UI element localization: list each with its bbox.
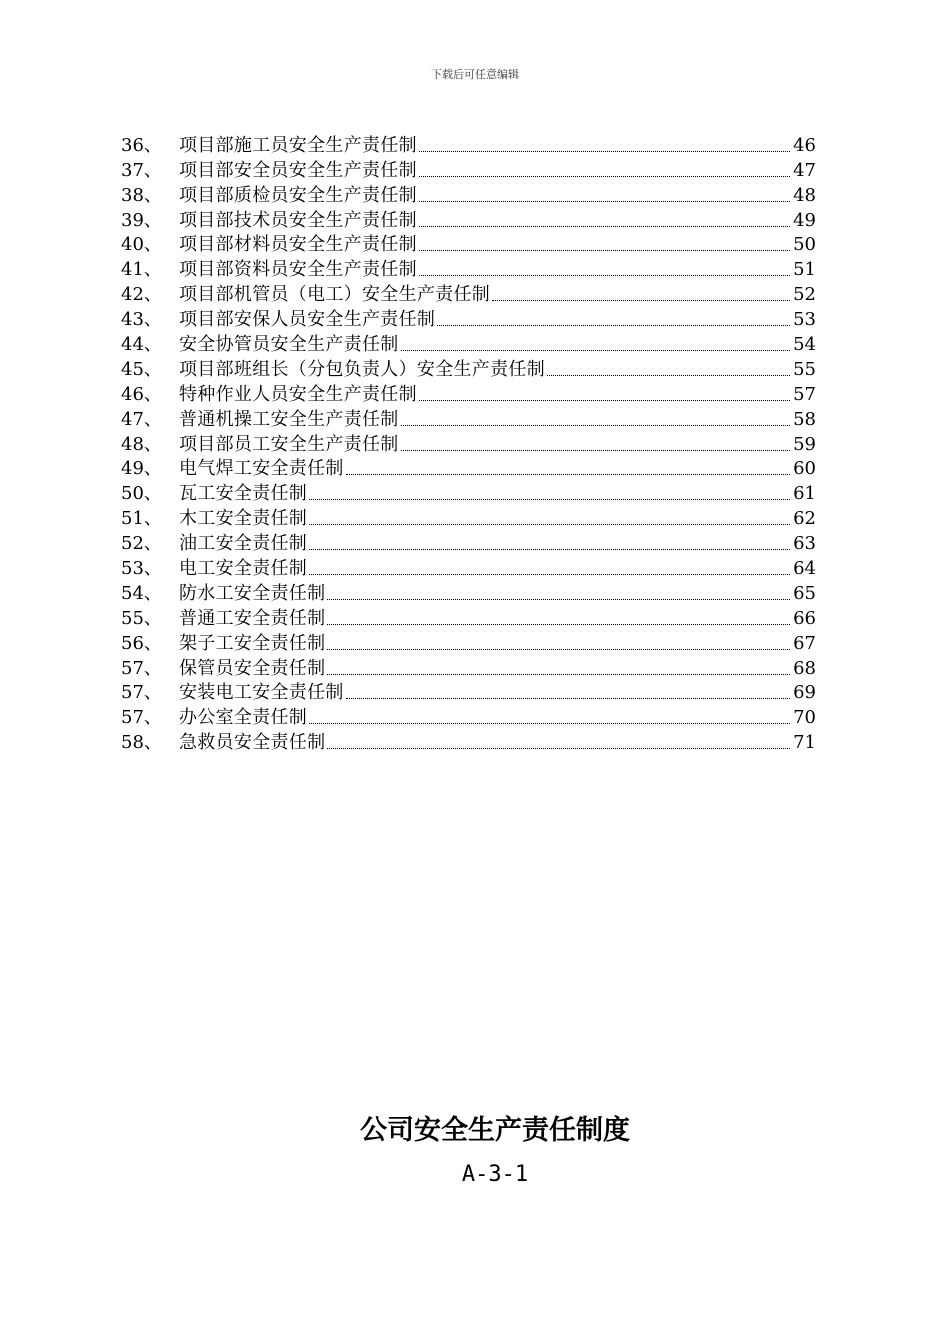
toc-dot-leader [401,425,790,426]
toc-entry[interactable] [121,306,816,331]
toc-entry-number: 58、 [121,732,162,754]
toc-entry[interactable] [121,406,816,431]
toc-entry[interactable] [121,680,816,705]
section-code: A-3-1 [461,1162,529,1187]
toc-entry[interactable] [121,381,816,406]
toc-entry-number: 43、 [121,309,162,331]
toc-entry-page-number: 47 [793,159,816,181]
toc-entry-page-number: 69 [793,682,816,704]
toc-entry-page-number: 51 [793,259,816,281]
toc-entry-title: 项目部班组长（分包负责人）安全生产责任制 [179,358,545,380]
toc-dot-leader [401,350,790,351]
toc-entry-page-number: 68 [793,657,816,679]
toc-dot-leader [327,599,790,600]
toc-entry-number: 41、 [121,259,162,281]
toc-entry[interactable] [121,729,816,754]
toc-entry[interactable] [121,132,816,157]
toc-dot-leader [327,748,790,749]
toc-entry-title: 电工安全责任制 [179,558,308,580]
toc-entry-number: 47、 [121,408,162,430]
toc-entry[interactable] [121,605,816,630]
toc-dot-leader [309,499,790,500]
toc-dot-leader [547,375,790,376]
toc-entry-page-number: 53 [793,309,816,331]
toc-entry[interactable] [121,182,816,207]
toc-entry-page-number: 59 [793,433,816,455]
toc-dot-leader [327,649,790,650]
toc-entry[interactable] [121,331,816,356]
toc-entry[interactable] [121,480,816,505]
toc-dot-leader [437,325,790,326]
toc-entry-page-number: 57 [793,383,816,405]
toc-entry-number: 50、 [121,483,162,505]
toc-entry-number: 56、 [121,632,162,654]
toc-entry-number: 54、 [121,582,162,604]
toc-entry-number: 46、 [121,383,162,405]
toc-dot-leader [419,400,790,401]
toc-entry-number: 42、 [121,284,162,306]
toc-dot-leader [419,201,790,202]
toc-entry-number: 37、 [121,159,162,181]
toc-entry[interactable] [121,232,816,257]
toc-dot-leader [419,151,790,152]
toc-entry-number: 45、 [121,358,162,380]
toc-dot-leader [346,474,790,475]
toc-entry-page-number: 48 [793,184,816,206]
toc-entry-page-number: 55 [793,358,816,380]
toc-dot-leader [327,624,790,625]
toc-entry[interactable] [121,207,816,232]
toc-entry-title: 油工安全责任制 [179,533,308,555]
toc-entry-page-number: 71 [793,732,816,754]
toc-entry-title: 特种作业人员安全生产责任制 [179,383,417,405]
toc-entry-title: 普通工安全责任制 [179,607,326,629]
toc-entry-page-number: 60 [793,458,816,480]
toc-entry-number: 57、 [121,707,162,729]
toc-dot-leader [419,250,790,251]
toc-entry[interactable] [121,256,816,281]
toc-entry-title: 电气焊工安全责任制 [179,458,344,480]
toc-entry[interactable] [121,157,816,182]
toc-entry-number: 49、 [121,458,162,480]
toc-entry[interactable] [121,431,816,456]
toc-entry-title: 安全协管员安全生产责任制 [179,334,399,356]
toc-dot-leader [419,226,790,227]
toc-entry-page-number: 50 [793,234,816,256]
toc-entry-title: 防水工安全责任制 [179,582,326,604]
toc-entry-number: 39、 [121,209,162,231]
toc-entry[interactable] [121,356,816,381]
toc-entry-page-number: 49 [793,209,816,231]
toc-entry[interactable] [121,580,816,605]
toc-entry-title: 项目部施工员安全生产责任制 [179,134,417,156]
toc-entry[interactable] [121,555,816,580]
toc-entry-title: 瓦工安全责任制 [179,483,308,505]
toc-dot-leader [492,300,790,301]
toc-entry[interactable] [121,630,816,655]
toc-entry-title: 普通机操工安全生产责任制 [179,408,399,430]
table-of-contents [121,132,816,754]
toc-entry-page-number: 70 [793,707,816,729]
toc-entry-number: 53、 [121,558,162,580]
toc-entry-page-number: 46 [793,134,816,156]
toc-entry-number: 38、 [121,184,162,206]
toc-dot-leader [419,275,790,276]
toc-entry-page-number: 67 [793,632,816,654]
toc-entry-title: 项目部安保人员安全生产责任制 [179,309,436,331]
header-note: 下载后可任意编辑 [431,68,519,81]
toc-entry[interactable] [121,456,816,481]
toc-dot-leader [309,549,790,550]
section-title: 公司安全生产责任制度 [360,1115,630,1146]
toc-dot-leader [327,674,790,675]
toc-entry-page-number: 54 [793,334,816,356]
toc-dot-leader [309,524,790,525]
toc-entry-title: 项目部材料员安全生产责任制 [179,234,417,256]
toc-entry-number: 57、 [121,657,162,679]
toc-entry[interactable] [121,281,816,306]
toc-entry-title: 架子工安全责任制 [179,632,326,654]
toc-entry-title: 办公室全责任制 [179,707,308,729]
toc-entry-page-number: 61 [793,483,816,505]
toc-entry-title: 项目部员工安全生产责任制 [179,433,399,455]
toc-entry-number: 51、 [121,508,162,530]
toc-entry-title: 项目部机管员（电工）安全生产责任制 [179,284,491,306]
toc-entry-number: 48、 [121,433,162,455]
toc-entry-title: 安装电工安全责任制 [179,682,344,704]
toc-entry-number: 40、 [121,234,162,256]
toc-entry-page-number: 66 [793,607,816,629]
toc-entry-title: 项目部安全员安全生产责任制 [179,159,417,181]
toc-entry-page-number: 63 [793,533,816,555]
toc-entry-page-number: 62 [793,508,816,530]
toc-entry-number: 55、 [121,607,162,629]
toc-entry-number: 44、 [121,334,162,356]
toc-dot-leader [419,176,790,177]
toc-entry-title: 保管员安全责任制 [179,657,326,679]
toc-entry-number: 52、 [121,533,162,555]
toc-entry-page-number: 52 [793,284,816,306]
toc-entry-title: 急救员安全责任制 [179,732,326,754]
toc-entry-title: 木工安全责任制 [179,508,308,530]
toc-entry-title: 项目部质检员安全生产责任制 [179,184,417,206]
toc-dot-leader [309,723,790,724]
toc-entry-page-number: 65 [793,582,816,604]
toc-entry-page-number: 64 [793,558,816,580]
toc-dot-leader [401,450,790,451]
toc-dot-leader [346,698,790,699]
toc-entry[interactable] [121,505,816,530]
toc-entry[interactable] [121,704,816,729]
toc-dot-leader [309,574,790,575]
toc-entry-number: 57、 [121,682,162,704]
toc-entry-title: 项目部资料员安全生产责任制 [179,259,417,281]
toc-entry[interactable] [121,655,816,680]
toc-entry-number: 36、 [121,134,162,156]
toc-entry[interactable] [121,530,816,555]
toc-entry-page-number: 58 [793,408,816,430]
toc-entry-title: 项目部技术员安全生产责任制 [179,209,417,231]
